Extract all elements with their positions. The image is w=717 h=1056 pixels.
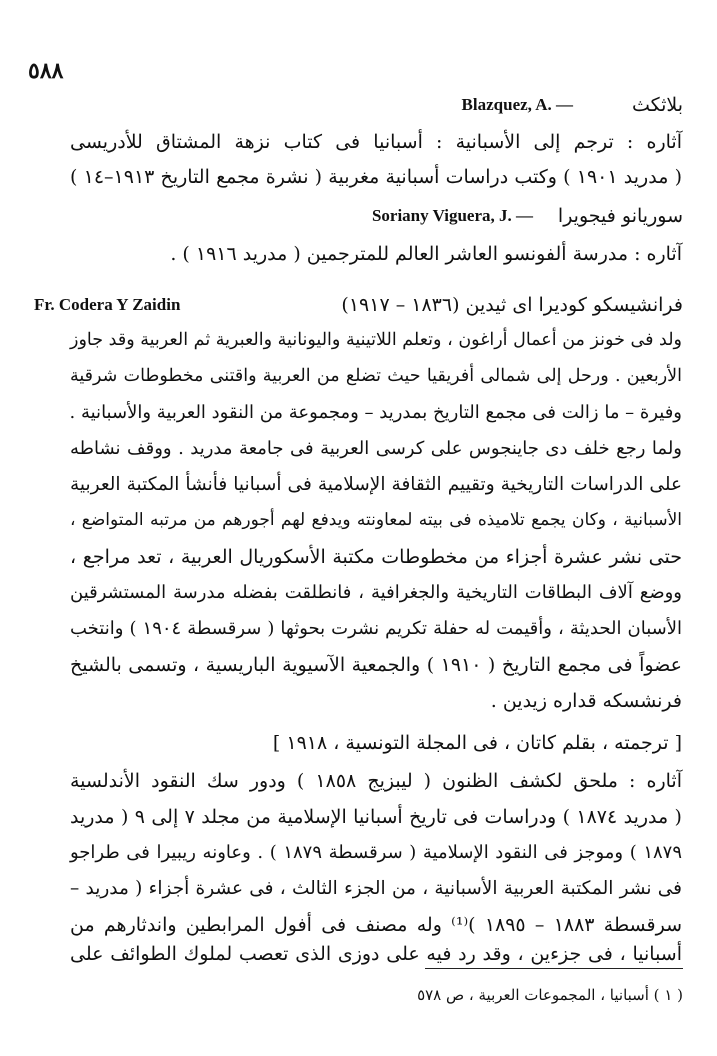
text-line: حتى نشر عشرة أجزاء من مخطوطات مكتبة الأسكوريال العربية ، تعد مراجع ، xyxy=(70,546,682,568)
text-line: فى نشر المكتبة العربية الأسبانية ، من الجزء الثالث ، فى عشرة أجزاء ( مدريد – xyxy=(70,878,682,899)
heading-arabic: فرانشيسكو كوديرا اى ثيدين (١٨٣٦ – ١٩١٧) xyxy=(341,294,683,316)
text-line: آثاره : مدرسة ألفونسو العاشر العالم للمترجمين ( مدريد ١٩١٦ ) . xyxy=(170,243,682,265)
text-line: على الدراسات التاريخية وتقييم الثقافة الإسلامية فى أسبانيا فأنشأ المكتبة العربية xyxy=(70,474,682,495)
text-line: ( مدريد ١٩٠١ ) وكتب دراسات أسبانية مغربية ( نشرة مجمع التاريخ ١٩١٣–١٤ ) xyxy=(70,166,682,188)
page-number: ٥٨٨ xyxy=(28,58,64,84)
heading-latin: Soriany Viguera, J. — xyxy=(371,206,533,225)
text-line: عضواً فى مجمع التاريخ ( ١٩١٠ ) والجمعية الآسيوية الباريسية ، وتسمى بالشيخ xyxy=(70,654,682,676)
text-line: الأربعين . ورحل إلى شمالى أفريقيا حيث تضلع من العربية واقتنى مخطوطات شرقية xyxy=(70,366,682,386)
text-line: آثاره : ملحق لكشف الظنون ( ليبزيج ١٨٥٨ ) ودور سك النقود الأندلسية xyxy=(70,770,682,792)
text-line: فرنشسكه قداره زيدين . xyxy=(490,690,682,712)
text-line: الأسبان الحديثة ، وأقيمت له حفلة تكريم نشرت بحوثها ( سرقسطة ١٩٠٤ ) وانتخب xyxy=(70,618,682,639)
text-line: سرقسطة ١٨٨٣ – ١٨٩٥ )⁽¹⁾ وله مصنف فى أفول المرابطين واندثارهم من xyxy=(70,914,682,936)
text-line: ولد فى خونز من أعمال أراغون ، وتعلم اللاتينية واليونانية والعبرية ثم العربية وقد جاوز xyxy=(70,330,682,350)
text-line: وفيرة – ما زالت فى مجمع التاريخ بمدريد – ومجموعة من النقود العربية والأسبانية . xyxy=(69,402,682,423)
text-line: الأسبانية ، وكان يجمع تلاميذه فى بيته لمعاونته ويدفع لهم أجورهم من مرتبه المتواضع ، xyxy=(70,510,682,530)
text-line: ( مدريد ١٨٧٤ ) ودراسات فى تاريخ أسبانيا الإسلامية من مجلد ٧ إلى ٩ ( مدريد xyxy=(70,806,682,828)
heading-latin: Blazquez, A. — xyxy=(461,95,573,114)
footnote: ( ١ ) أسبانيا ، المجموعات العربية ، ص ٥٧٨ xyxy=(417,986,683,1004)
text-line: ١٨٧٩ ) وموجز فى النقود الإسلامية ( سرقسطة ١٨٧٩ ) . وعاونه ريبيرا فى طراجو xyxy=(70,842,682,863)
text-line: آثاره : ترجم إلى الأسبانية : أسبانيا فى كتاب نزهة المشتاق للأدريسى xyxy=(70,131,682,153)
text-line: ولما رجع خلف دى جاينجوس على كرسى العربية فى جامعة مدريد . ووقف نشاطه xyxy=(70,438,682,459)
heading-latin: Fr. Codera Y Zaidin xyxy=(34,295,181,314)
text-line: ووضع آلاف البطاقات التاريخية والجغرافية ، فانطلقت بفضله مدرسة المستشرقين xyxy=(70,582,682,603)
heading-arabic: بلاثكث xyxy=(631,94,683,116)
text-line: أسبانيا ، فى جزءين ، وقد رد فيه على دوزى الذى تعصب لملوك الطوائف على xyxy=(70,943,682,965)
bio-reference: [ ترجمته ، بقلم كاتان ، فى المجلة التونسية ، ١٩١٨ ] xyxy=(272,732,682,754)
heading-arabic: سوريانو فيجويرا xyxy=(557,205,683,227)
footnote-divider xyxy=(425,968,683,969)
